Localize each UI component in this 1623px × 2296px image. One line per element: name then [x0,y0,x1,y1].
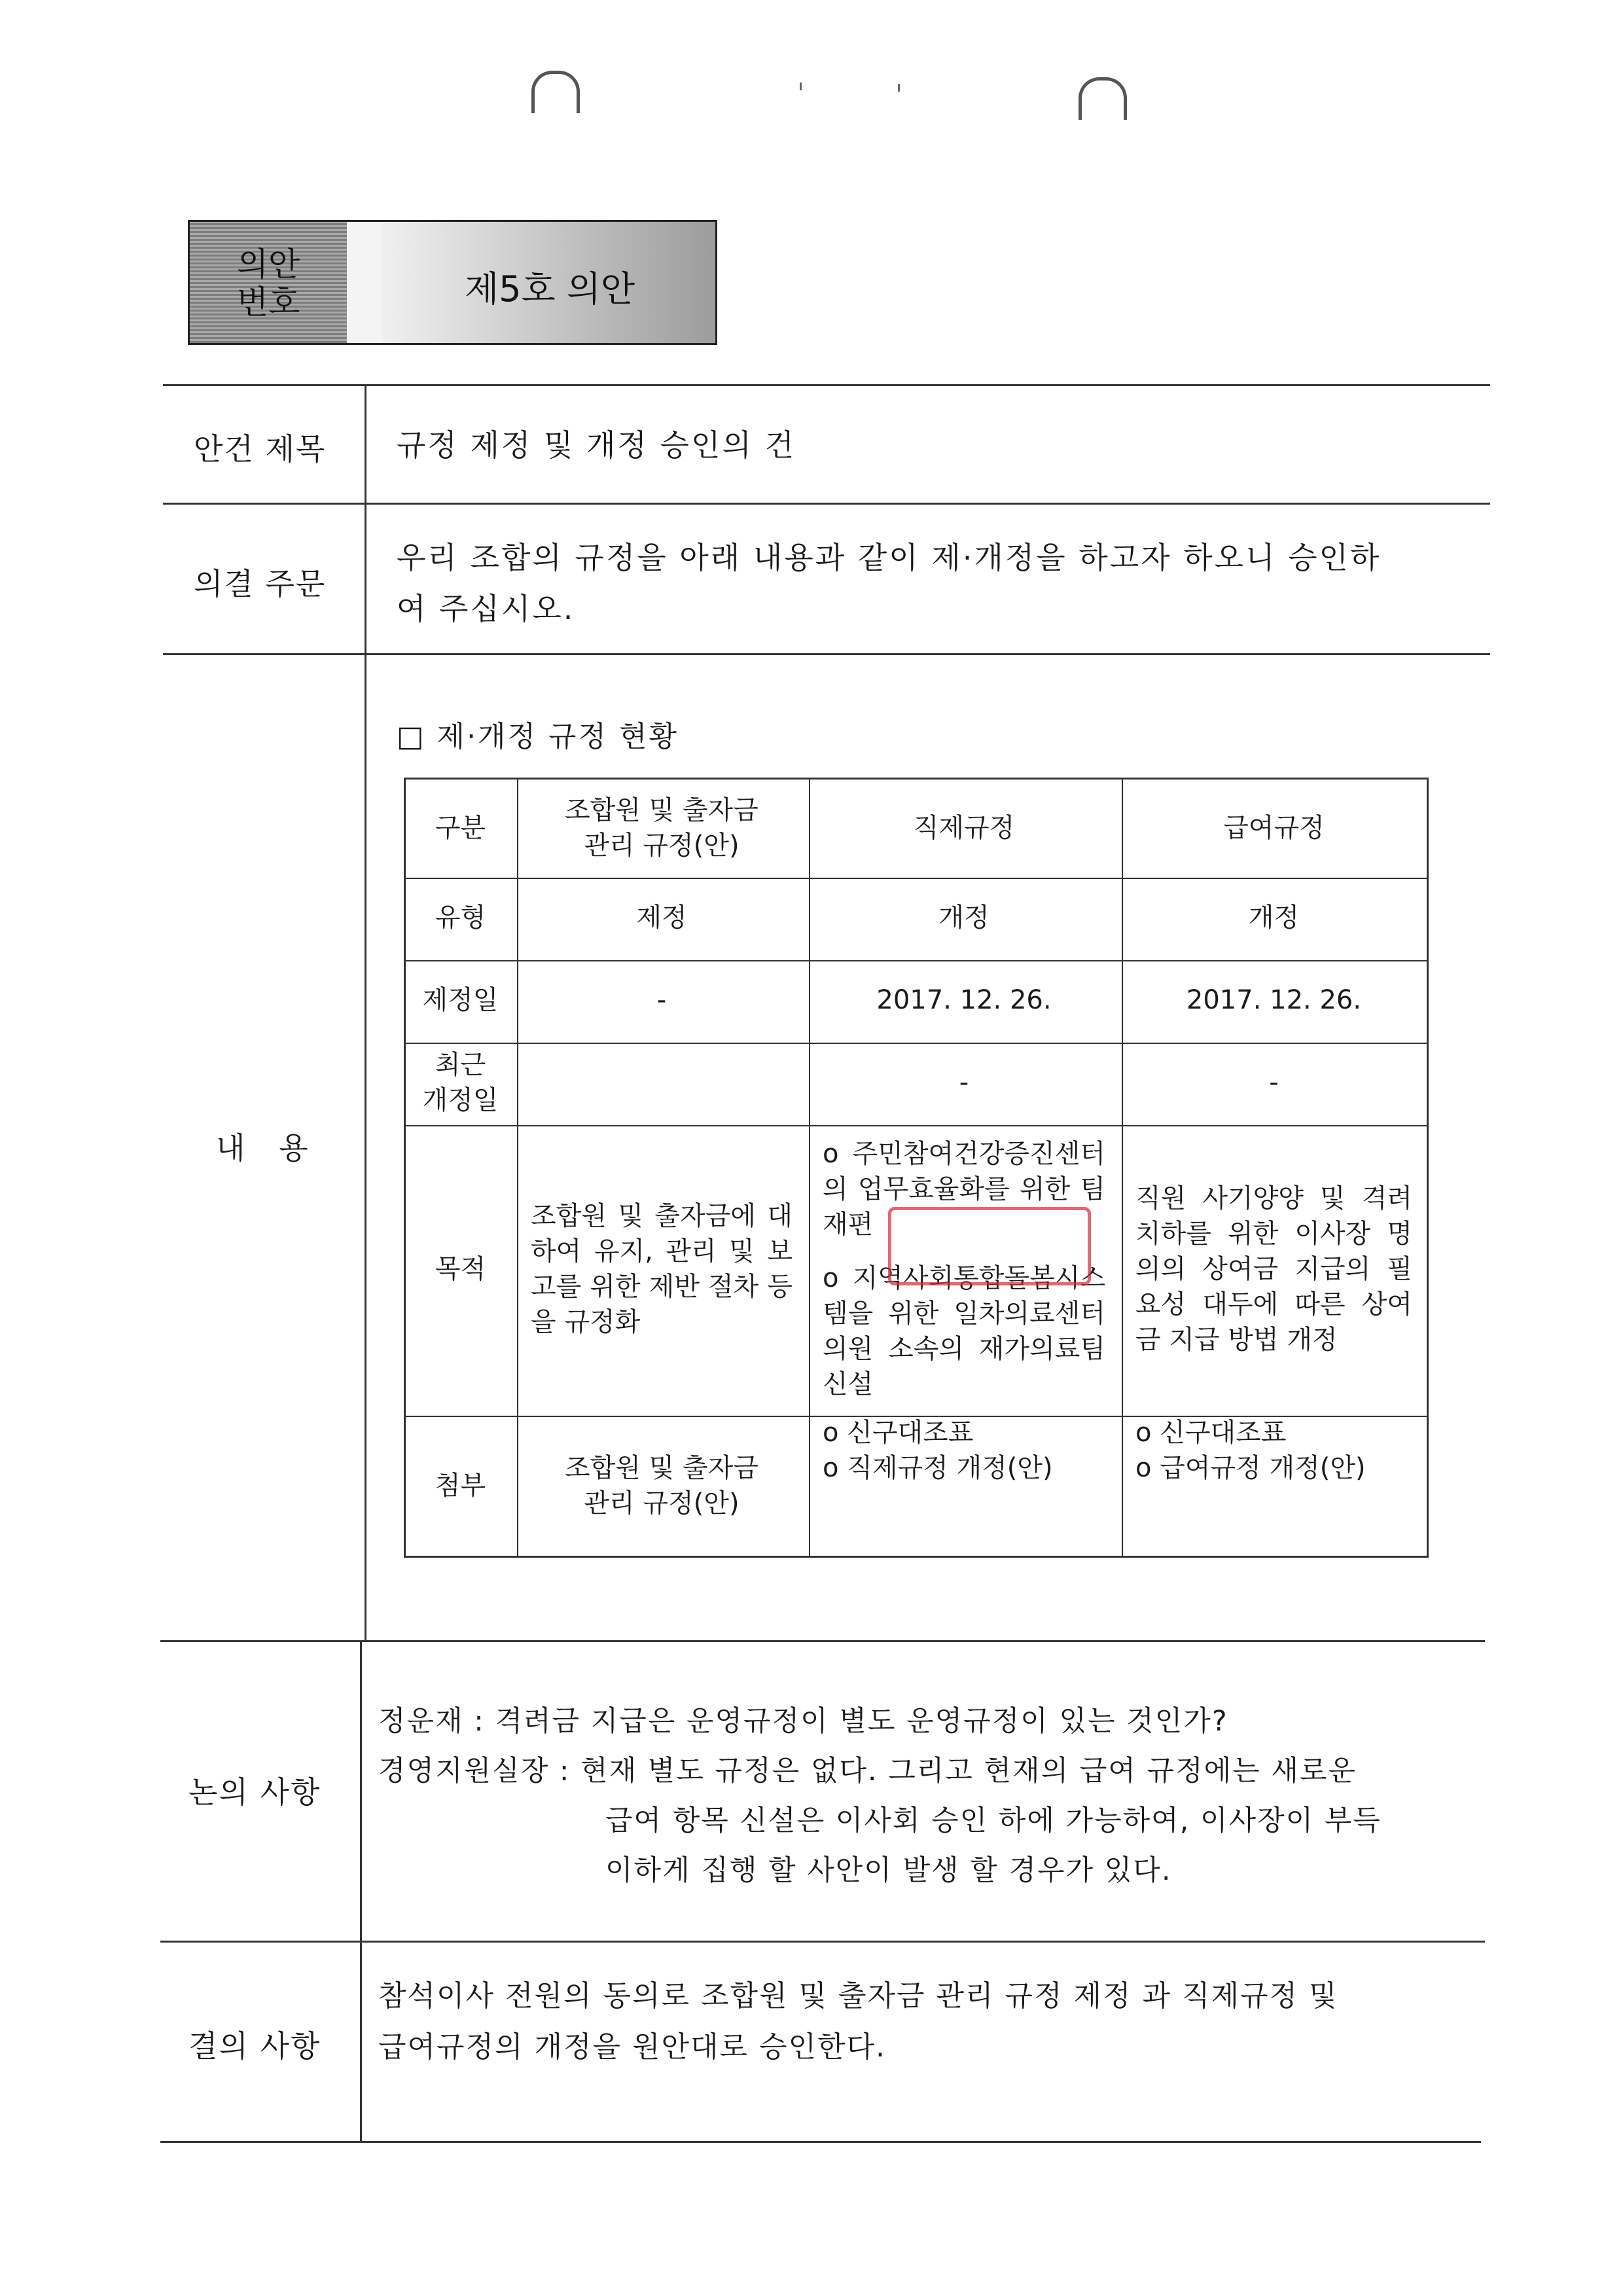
rule-after-discussion [160,1941,1485,1943]
scan-mark [898,84,900,92]
decision-line-2: 급여규정의 개정을 원안대로 승인한다. [378,2030,887,2064]
col1-enacted: - [656,985,667,1015]
label-column-divider-lower [360,1640,362,2143]
discussion-label: 논의 사항 [188,1774,321,1810]
col3-revised: - [1269,1067,1279,1098]
col3-type: 개정 [1248,903,1300,933]
discussion-line-1: 정운재 : 격려금 지급은 운영규정이 별도 운영규정이 있는 것인가? [378,1705,1228,1738]
punch-hole-right [1079,77,1127,120]
agenda-title: 규정 제정 및 개정 승인의 건 [397,427,796,463]
col2-purpose: o 주민참여건강증진센터의 업무효율화를 위한 팀 재편 o 지역사회통합돌봄시스템을 위한 일차의료센터 의원 소속의 재가의료팀 신설 [823,1139,1105,1399]
content-heading: □ 제·개정 규정 현황 [397,720,679,753]
label-column-divider [365,384,366,1640]
discussion-line-4: 이하게 집행 할 사안이 발생 할 경우가 있다. [605,1854,1172,1887]
row-header-enacted: 제정일 [422,985,499,1015]
rule-after-title [163,503,1490,505]
row-header-revised: 최근 개정일 [422,1050,499,1115]
col1-purpose: 조합원 및 출자금에 대하여 유지, 관리 및 보고를 위한 제반 절차 등을 규정화 [531,1201,793,1337]
row-header-purpose: 목적 [435,1254,486,1284]
discussion-line-3: 급여 항목 신설은 이사회 승인 하에 가능하여, 이사장이 부득 [605,1804,1382,1837]
seal-stamp [888,1207,1091,1285]
col3-enacted: 2017. 12. 26. [1186,985,1362,1015]
agenda-number-title: 제5호 의안 [465,268,635,310]
agenda-title-label: 안건 제목 [194,431,327,467]
col2-revised: - [959,1067,969,1098]
row-header-attachment: 첨부 [435,1470,486,1501]
col2-type: 개정 [938,903,990,933]
rule-after-resolution [163,653,1490,655]
discussion-line-2: 경영지원실장 : 현재 별도 규정은 없다. 그리고 현재의 급여 규정에는 새로운 [378,1755,1357,1787]
rule-top [163,384,1490,386]
resolution-line-2: 여 주십시오. [397,591,575,626]
row-header-type: 유형 [435,903,486,933]
resolution-label: 의결 주문 [194,566,327,601]
col2-enacted: 2017. 12. 26. [876,985,1052,1015]
scan-mark [800,82,802,90]
col2-attachment: o 신구대조표 o 직제규정 개정(안) [823,1418,1053,1483]
col1-type: 제정 [636,903,687,933]
col1-revised [516,1042,807,1123]
col3-header: 급여규정 [1223,813,1325,843]
resolution-line-1: 우리 조합의 규정을 아래 내용과 같이 제·개정을 하고자 하오니 승인하 [397,540,1382,575]
agenda-number-label: 의안 번호 [236,245,300,321]
rule-bottom [160,2141,1481,2143]
agenda-number-box [188,220,717,345]
row-header-category: 구분 [435,813,486,843]
col1-attachment: 조합원 및 출자금 관리 규정(안) [565,1452,758,1518]
content-label: 내 용 [216,1130,310,1166]
rule-after-content [160,1640,1485,1642]
punch-hole-left [531,71,580,113]
col2-header: 직제규정 [913,813,1015,843]
col1-header: 조합원 및 출자금 관리 규정(안) [565,795,758,861]
decision-line-1: 참석이사 전원의 동의로 조합원 및 출자금 관리 규정 제정 과 직제규정 및 [378,1979,1338,2013]
col3-attachment: o 신구대조표 o 급여규정 개정(안) [1135,1418,1366,1483]
decision-label: 결의 사항 [188,2028,321,2064]
col3-purpose: 직원 사기양양 및 격려 치하를 위한 이사장 명의의 상여금 지급의 필요성 대두에 따른 상여금 지급 방법 개정 [1135,1183,1412,1355]
